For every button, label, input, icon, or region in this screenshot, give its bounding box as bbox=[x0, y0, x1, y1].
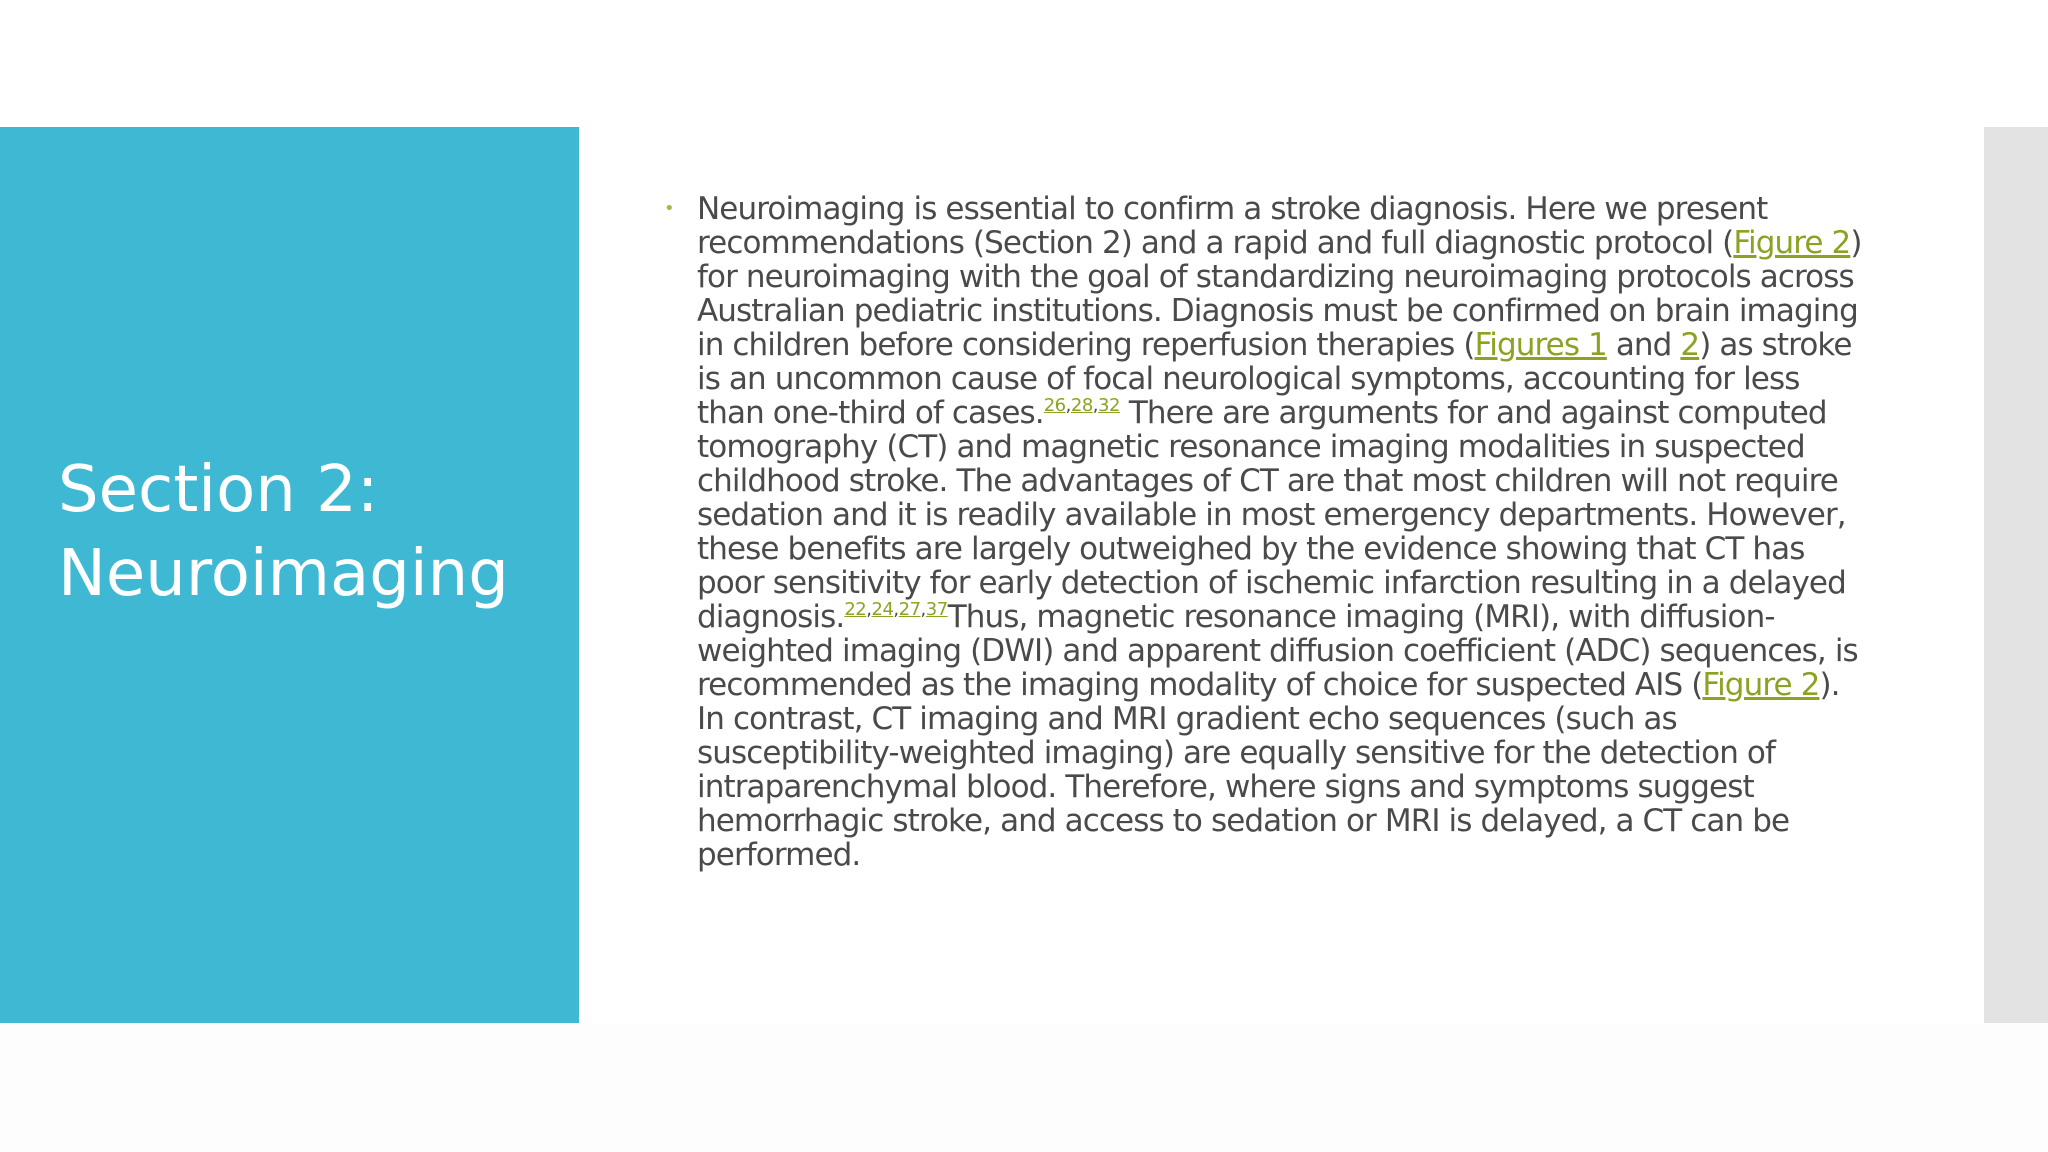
figure-2-link-second[interactable]: Figure 2 bbox=[1702, 667, 1820, 703]
bullet-icon: • bbox=[664, 198, 675, 219]
citation-separator: , bbox=[920, 599, 926, 620]
citation-separator: , bbox=[893, 599, 899, 620]
citation-24-link[interactable]: 24 bbox=[871, 599, 894, 620]
bottom-band bbox=[0, 1023, 2048, 1152]
figure-2-short-link[interactable]: 2 bbox=[1680, 327, 1700, 363]
body-text-5: There are arguments for and against computed tomography (CT) and magnetic resonance imaging modalities in suspected childhood stroke. The advantages of CT are that most children will not require sedation and it is readily available in most emergency departments. However, these benefits are largely outweighed by the evidence showing that CT has poor sensitivity for early detection of ischemic infarction resulting in a delayed diagnosis. bbox=[697, 395, 1846, 635]
citation-group-1 bbox=[1044, 395, 1120, 416]
body-text-3: and bbox=[1606, 327, 1681, 363]
citation-separator: , bbox=[1065, 395, 1071, 416]
right-edge-strip bbox=[1984, 127, 2048, 1023]
body-text-7: ). In contrast, CT imaging and MRI gradient echo sequences (such as susceptibility-weighted imaging) are equally sensitive for the detection of intraparenchymal blood. Therefore, where signs and symptoms suggest hemorrhagic stroke, and access to sedation or MRI is delayed, a CT can be performed. bbox=[697, 667, 1840, 873]
body-text-1: Neuroimaging is essential to confirm a stroke diagnosis. Here we present recommendations (Section 2) and a rapid and full diagnostic protocol ( bbox=[697, 191, 1768, 261]
slide-title bbox=[58, 448, 558, 616]
figures-1-link[interactable]: Figures 1 bbox=[1474, 327, 1607, 363]
citation-27-link[interactable]: 27 bbox=[898, 599, 921, 620]
bullet-paragraph bbox=[697, 192, 1862, 872]
citation-26-link[interactable]: 26 bbox=[1043, 395, 1066, 416]
slide-title-line-2: Neuroimaging bbox=[58, 537, 509, 611]
slide-title-line-1: Section 2: bbox=[58, 453, 379, 527]
citation-28-link[interactable]: 28 bbox=[1070, 395, 1093, 416]
citation-32-link[interactable]: 32 bbox=[1098, 395, 1120, 416]
citation-separator: , bbox=[1092, 395, 1099, 416]
body-text-6: Thus, magnetic resonance imaging (MRI), with diffusion-weighted imaging (DWI) and apparent diffusion coefficient (ADC) sequences, is recommended as the imaging modality of choice for suspected AIS ( bbox=[697, 599, 1858, 703]
body-text-2: ) for neuroimaging with the goal of standardizing neuroimaging protocols across Australian pediatric institutions. Diagnosis must be confirmed on brain imaging in children before considering reperfusion therapies ( bbox=[697, 225, 1862, 363]
bullet-list bbox=[660, 192, 1860, 872]
body-text-4: ) as stroke is an uncommon cause of focal neurological symptoms, accounting for less than one-third of cases. bbox=[697, 327, 1852, 431]
citation-separator: , bbox=[866, 599, 872, 620]
figure-2-link[interactable]: Figure 2 bbox=[1733, 225, 1851, 261]
citation-group-2 bbox=[844, 599, 947, 620]
citation-37-link[interactable]: 37 bbox=[925, 599, 948, 620]
citation-22-link[interactable]: 22 bbox=[844, 599, 867, 620]
